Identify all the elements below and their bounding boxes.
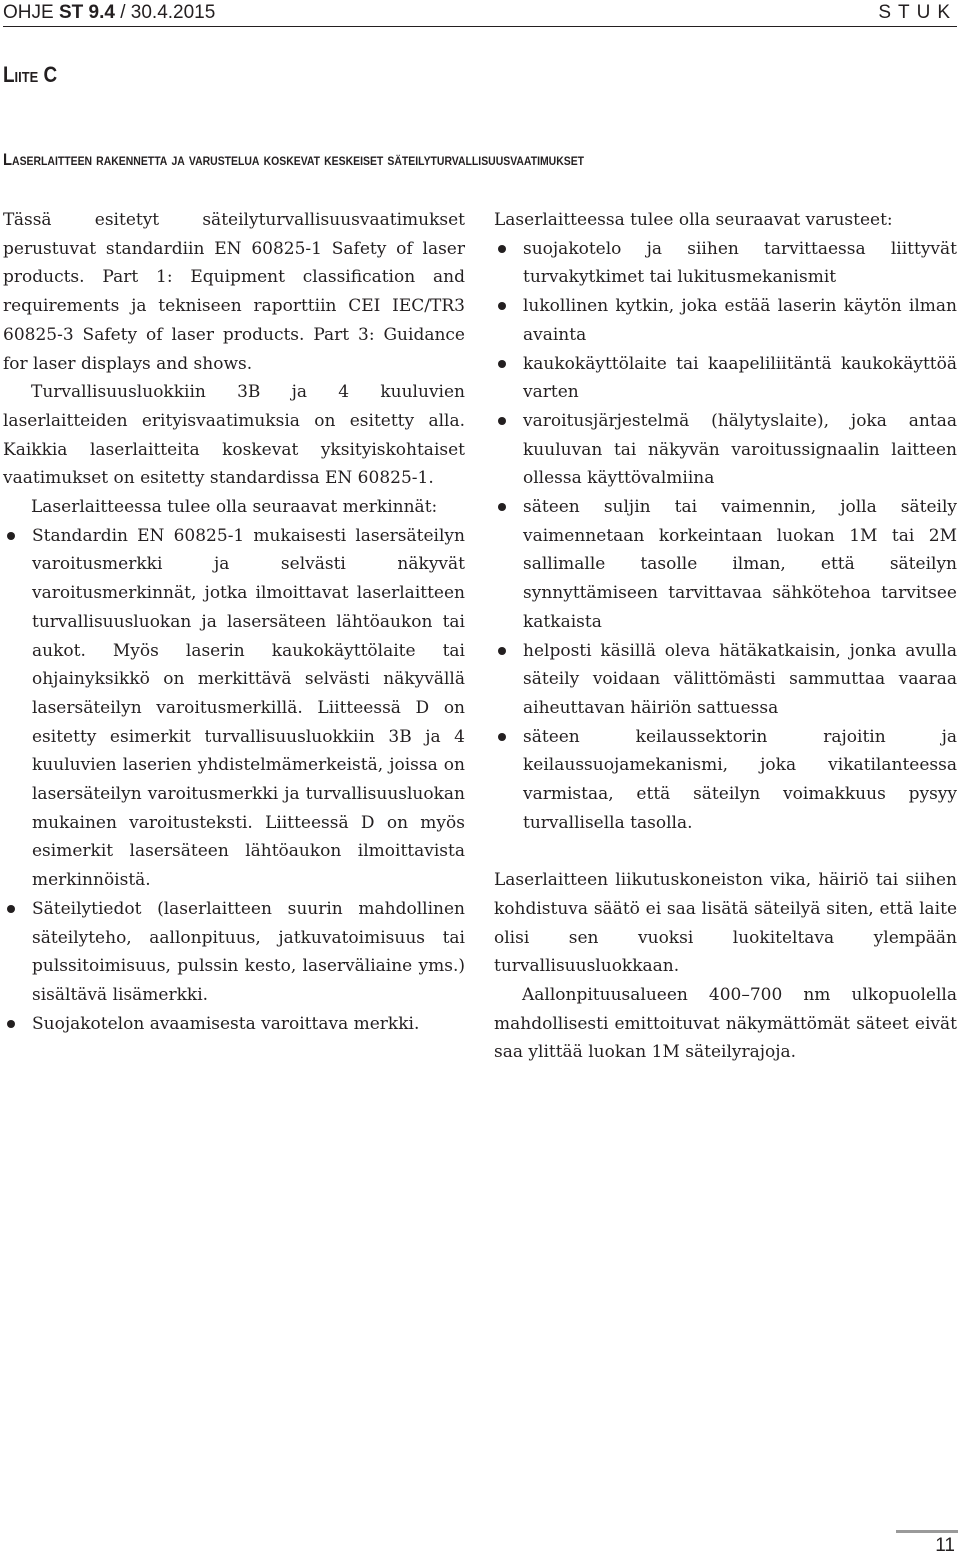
page-number: 11 bbox=[935, 1535, 955, 1556]
requirements-paragraph: Turvallisuusluokkiin 3B ja 4 kuuluvien laserlaitteiden erityisvaatimuksia on esitetty alla. Kaikkia laserlaitteita koskevat yksityiskohtaiset vaatimukset on esitetty standardissa EN 60825-1. bbox=[3, 382, 465, 489]
list-item: kaukokäyttölaite tai kaapeliliitäntä kaukokäyttöä varten bbox=[494, 350, 957, 407]
list-item: suojakotelo ja siihen tarvittaessa liittyvät turvakytkimet tai lukitusmekanismit bbox=[494, 235, 957, 292]
intro-paragraph: Tässä esitetyt säteilyturvallisuusvaatimukset perustuvat standardiin EN 60825-1 Safety of laser products. Part 1: Equipment classification and requirements ja tekniseen raporttiin CEI IEC/TR3 60825-3 Safety of laser products. Part 3: Guidance for laser displays and shows. bbox=[3, 210, 465, 374]
list-item: Standardin EN 60825-1 mukaisesti lasersäteilyn varoitusmerkki ja selvästi näkyvät varoitusmerkinnät, jotka ilmoittavat laserlaitteen turvallisuusluokan ja lasersäteen lähtöaukon tai aukot. Myös laserin kaukokäyttölaite tai ohjainyksikkö on merkittävä selvästi näkyvällä lasersäteilyn varoitusmerkillä. Liitteessä D on esitetty esimerkit turvallisuusluokkiin 3B ja 4 kuuluvien laserien yhdistelmämerkeistä, joissa on lasersäteilyn varoitusmerkki ja turvallisuusluokan mukainen varoitusteksti. Liitteessä D on myös esimerkit lasersäteen lähtöaukon ilmoittavista merkinnöistä. bbox=[3, 522, 465, 895]
equipment-intro: Laserlaitteessa tulee olla seuraavat varusteet: bbox=[494, 210, 893, 230]
wavelength-paragraph: Aallonpituusalueen 400–700 nm ulkopuolella mahdollisesti emittoituvat näkymättömät säteet eivät saa ylittää luokan 1M säteilyrajoja. bbox=[494, 984, 957, 1063]
markings-intro: Laserlaitteessa tulee olla seuraavat merkinnät: bbox=[31, 497, 438, 518]
appendix-title: Liite C bbox=[3, 62, 58, 87]
organization-name: STUK bbox=[878, 2, 957, 23]
list-item: säteen keilaussektorin rajoitin ja keilaussuojamekanismi, joka vikatilanteessa varmistaa, että säteilyn voimakkuus pysyy turvallisella tasolla. bbox=[494, 723, 957, 838]
list-item: varoitusjärjestelmä (hälytyslaite), joka antaa kuuluvan tai näkyvän varoitussignaalin laitteen ollessa käyttövalmiina bbox=[494, 407, 957, 493]
left-column bbox=[3, 206, 465, 1038]
spacer bbox=[494, 837, 957, 866]
section-title: Laserlaitteen rakennetta ja varustelua koskevat keskeiset säteilyturvallisuusvaatimukset bbox=[3, 150, 585, 169]
document-reference bbox=[3, 0, 215, 26]
mechanism-paragraph: Laserlaitteen liikutuskoneiston vika, häiriö tai siihen kohdistuva säätö ei saa lisätä säteilyä siten, että laite olisi sen vuoksi luokiteltava ylempään turvallisuusluokkaan. bbox=[494, 870, 957, 977]
right-column bbox=[494, 206, 957, 1067]
equipment-list bbox=[494, 235, 957, 838]
list-item: Suojakotelon avaamisesta varoittava merkki. bbox=[3, 1010, 465, 1039]
doc-number: ST 9.4 bbox=[58, 2, 115, 23]
list-item: säteen suljin tai vaimennin, jolla säteily vaimennetaan korkeintaan luokan 1M tai 2M sallimalle tasolle ilman, että säteilyn synnyttämiseen tarvittavaa sähkötehoa tarvitsee katkaista bbox=[494, 493, 957, 637]
list-item: helposti käsillä oleva hätäkatkaisin, jonka avulla säteily voidaan välittömästi sammuttaa vaaraa aiheuttavan häiriön sattuessa bbox=[494, 637, 957, 723]
page-header bbox=[3, 0, 957, 27]
list-item: lukollinen kytkin, joka estää laserin käytön ilman avainta bbox=[494, 292, 957, 349]
list-item: Säteilytiedot (laserlaitteen suurin mahdollinen säteilyteho, aallonpituus, jatkuvatoimisuus tai pulssitoimisuus, pulssin kesto, laserväliaine yms.) sisältävä lisämerkki. bbox=[3, 895, 465, 1010]
markings-list bbox=[3, 522, 465, 1039]
footer-rule bbox=[896, 1530, 958, 1533]
doc-code: OHJE bbox=[3, 2, 54, 23]
doc-date: / 30.4.2015 bbox=[114, 2, 216, 23]
